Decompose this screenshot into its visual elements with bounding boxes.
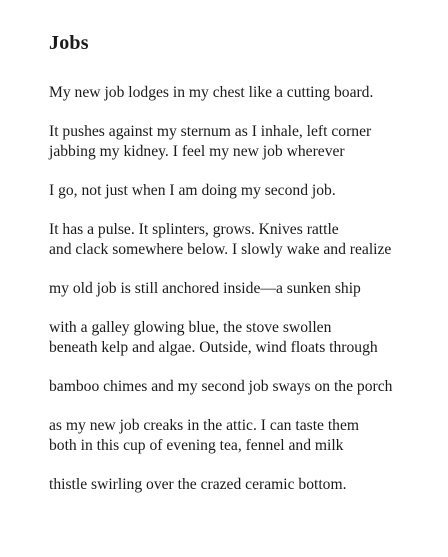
poem-line: My new job lodges in my chest like a cutting board. xyxy=(49,84,374,101)
stanza-7 xyxy=(49,377,439,397)
poem-body xyxy=(49,83,439,514)
poem-line: thistle swirling over the crazed ceramic bottom. xyxy=(49,476,347,493)
poem-line: as my new job creaks in the attic. I can taste them xyxy=(49,417,360,434)
poem-line: with a galley glowing blue, the stove swollen xyxy=(49,319,332,336)
stanza-4 xyxy=(49,220,439,260)
poem-line: both in this cup of evening tea, fennel and milk xyxy=(49,437,344,454)
stanza-9 xyxy=(49,475,439,495)
poem-line: my old job is still anchored inside—a sunken ship xyxy=(49,280,361,297)
poem-line: and clack somewhere below. I slowly wake and realize xyxy=(49,241,392,258)
poem-title: Jobs xyxy=(49,32,89,54)
poem-line: I go, not just when I am doing my second job. xyxy=(49,182,336,199)
stanza-6 xyxy=(49,318,439,358)
poem-line: beneath kelp and algae. Outside, wind floats through xyxy=(49,339,378,356)
poem-line: jabbing my kidney. I feel my new job wherever xyxy=(49,143,345,160)
stanza-2 xyxy=(49,122,439,162)
stanza-1 xyxy=(49,83,439,103)
poem-line: It has a pulse. It splinters, grows. Knives rattle xyxy=(49,221,339,238)
stanza-5 xyxy=(49,279,439,299)
stanza-8 xyxy=(49,416,439,456)
poem-line: bamboo chimes and my second job sways on the porch xyxy=(49,378,393,395)
poem-line: It pushes against my sternum as I inhale, left corner xyxy=(49,123,372,140)
stanza-3 xyxy=(49,181,439,201)
